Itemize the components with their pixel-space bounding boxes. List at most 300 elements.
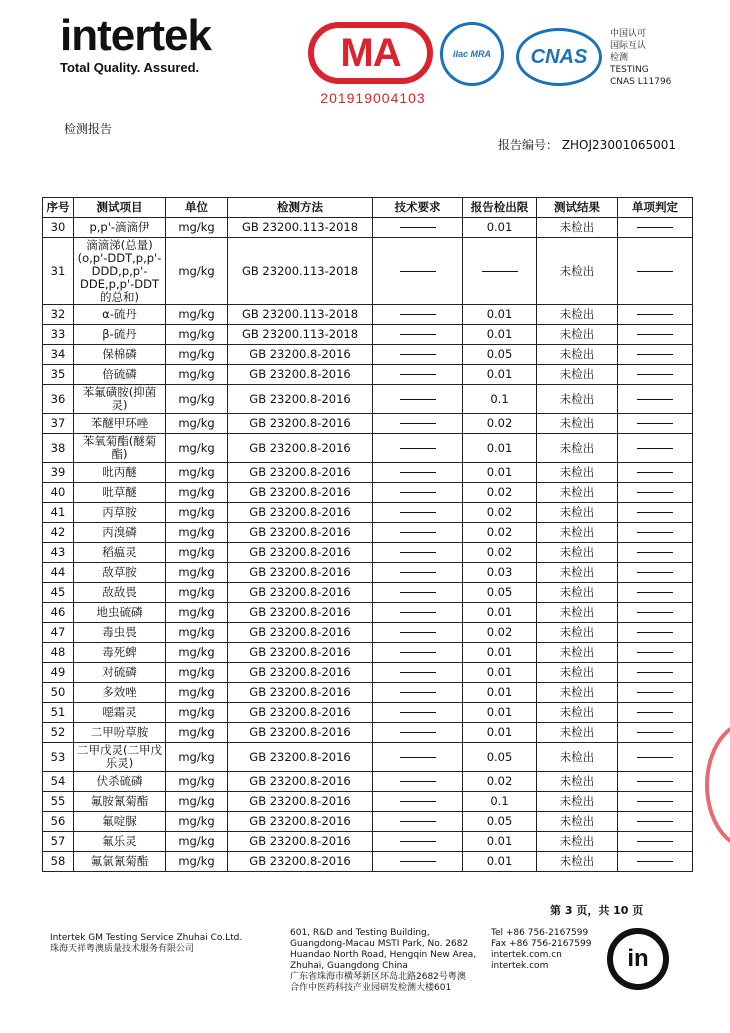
cell-limit: 0.02 (463, 772, 537, 792)
cell-item: 丙溴磷 (74, 523, 166, 543)
cnas-text: CNAS (530, 45, 588, 68)
brand-tagline: Total Quality. Assured. (60, 60, 200, 75)
cell-item: 对硫磷 (74, 663, 166, 683)
cell-method: GB 23200.113-2018 (228, 325, 373, 345)
cell-requirement (373, 643, 463, 663)
dash-mark (637, 861, 673, 862)
cell-item: 敌敌畏 (74, 583, 166, 603)
cell-method: GB 23200.8-2016 (228, 523, 373, 543)
cell-item: 氟啶脲 (74, 812, 166, 832)
cell-item: p,p'-滴滴伊 (74, 218, 166, 238)
cell-requirement (373, 723, 463, 743)
dash-mark (400, 801, 436, 802)
page-indicator: 第 3 页，共 10 页 (550, 904, 644, 917)
cell-no: 42 (43, 523, 74, 543)
cell-judgement (618, 218, 693, 238)
document-title: 检测报告 (64, 122, 113, 136)
table-body (43, 218, 693, 872)
cell-requirement (373, 325, 463, 345)
cell-requirement (373, 603, 463, 623)
cell-unit: mg/kg (166, 238, 228, 305)
cma-mark (308, 22, 438, 106)
cell-requirement (373, 812, 463, 832)
cnas-info-line: CNAS L11796 (610, 77, 672, 87)
cell-no: 48 (43, 643, 74, 663)
cell-item: 敌草胺 (74, 563, 166, 583)
cell-judgement (618, 463, 693, 483)
cell-judgement (618, 643, 693, 663)
table-row (43, 743, 693, 772)
dash-mark (637, 712, 673, 713)
cell-method: GB 23200.8-2016 (228, 583, 373, 603)
cell-requirement (373, 663, 463, 683)
table-row (43, 325, 693, 345)
cell-unit: mg/kg (166, 832, 228, 852)
table-row (43, 643, 693, 663)
cell-requirement (373, 463, 463, 483)
cell-unit: mg/kg (166, 703, 228, 723)
contact-fax: Fax +86 756-2167599 (491, 939, 592, 949)
dash-mark (400, 492, 436, 493)
cell-item: α-硫丹 (74, 305, 166, 325)
cell-limit: 0.01 (463, 832, 537, 852)
cell-requirement (373, 703, 463, 723)
address-line: Huandao North Road, Hengqin New Area, (290, 950, 477, 960)
cell-item: 二甲吩草胺 (74, 723, 166, 743)
cell-no: 53 (43, 743, 74, 772)
dash-mark (637, 423, 673, 424)
cell-judgement (618, 503, 693, 523)
cell-item: 二甲戊灵(二甲戊乐灵) (74, 743, 166, 772)
dash-mark (637, 672, 673, 673)
table-row (43, 563, 693, 583)
dash-mark (637, 757, 673, 758)
cnas-info-line: 中国认可 (610, 29, 647, 39)
cell-judgement (618, 563, 693, 583)
cell-requirement (373, 414, 463, 434)
table-row (43, 345, 693, 365)
cell-method: GB 23200.8-2016 (228, 414, 373, 434)
dash-mark (400, 271, 436, 272)
cell-requirement (373, 772, 463, 792)
cell-unit: mg/kg (166, 583, 228, 603)
cell-requirement (373, 523, 463, 543)
cell-judgement (618, 663, 693, 683)
table-row (43, 414, 693, 434)
cell-result: 未检出 (537, 792, 618, 812)
cell-result: 未检出 (537, 305, 618, 325)
cell-method: GB 23200.8-2016 (228, 434, 373, 463)
cell-unit: mg/kg (166, 218, 228, 238)
dash-mark (400, 612, 436, 613)
cell-judgement (618, 325, 693, 345)
cell-limit: 0.01 (463, 643, 537, 663)
cell-method: GB 23200.8-2016 (228, 385, 373, 414)
cell-no: 46 (43, 603, 74, 623)
cell-unit: mg/kg (166, 563, 228, 583)
brand-name: intertek (60, 11, 211, 60)
cell-requirement (373, 503, 463, 523)
company-name-cn: 珠海天祥粤澳质量技术服务有限公司 (50, 944, 195, 954)
cell-no: 40 (43, 483, 74, 503)
cell-result: 未检出 (537, 463, 618, 483)
cell-item: 苯氟磺胺(抑菌灵) (74, 385, 166, 414)
cell-requirement (373, 563, 463, 583)
cell-result: 未检出 (537, 772, 618, 792)
cell-method: GB 23200.8-2016 (228, 463, 373, 483)
col-header-method: 检测方法 (228, 198, 373, 218)
cell-limit: 0.01 (463, 325, 537, 345)
cell-result: 未检出 (537, 743, 618, 772)
cell-no: 54 (43, 772, 74, 792)
cell-unit: mg/kg (166, 772, 228, 792)
cell-judgement (618, 345, 693, 365)
dash-mark (637, 354, 673, 355)
cell-requirement (373, 385, 463, 414)
col-header-judgement: 单项判定 (618, 198, 693, 218)
cell-requirement (373, 792, 463, 812)
cell-result: 未检出 (537, 663, 618, 683)
cell-no: 36 (43, 385, 74, 414)
cell-judgement (618, 414, 693, 434)
table-row (43, 663, 693, 683)
cell-judgement (618, 603, 693, 623)
dash-mark (400, 781, 436, 782)
cell-unit: mg/kg (166, 305, 228, 325)
red-seal-stamp-icon (705, 720, 730, 850)
cell-item: 氟氯氰菊酯 (74, 852, 166, 872)
cma-letters: MA (340, 30, 401, 75)
cell-no: 30 (43, 218, 74, 238)
dash-mark (637, 552, 673, 553)
col-header-unit: 单位 (166, 198, 228, 218)
cell-judgement (618, 703, 693, 723)
dash-mark (400, 512, 436, 513)
cell-result: 未检出 (537, 832, 618, 852)
dash-mark (400, 448, 436, 449)
cell-result: 未检出 (537, 325, 618, 345)
cell-no: 45 (43, 583, 74, 603)
footer-address (290, 928, 505, 994)
col-header-item: 测试项目 (74, 198, 166, 218)
cell-limit: 0.01 (463, 218, 537, 238)
address-line: 601, R&D and Testing Building, (290, 928, 430, 938)
cell-result: 未检出 (537, 218, 618, 238)
cell-unit: mg/kg (166, 643, 228, 663)
dash-mark (637, 732, 673, 733)
cell-method: GB 23200.8-2016 (228, 365, 373, 385)
cell-limit: 0.01 (463, 703, 537, 723)
cell-judgement (618, 583, 693, 603)
cell-unit: mg/kg (166, 503, 228, 523)
cell-limit: 0.01 (463, 683, 537, 703)
cell-method: GB 23200.8-2016 (228, 543, 373, 563)
dash-mark (637, 271, 673, 272)
ilac-text: ilac MRA (452, 49, 491, 59)
cell-limit: 0.02 (463, 483, 537, 503)
cell-no: 56 (43, 812, 74, 832)
contact-tel: Tel +86 756-2167599 (491, 928, 589, 938)
dash-mark (637, 592, 673, 593)
cell-unit: mg/kg (166, 663, 228, 683)
cell-result: 未检出 (537, 434, 618, 463)
dash-mark (400, 841, 436, 842)
cell-item: 氟胺氰菊酯 (74, 792, 166, 812)
footer-logo-text: in (627, 945, 649, 972)
col-header-no: 序号 (43, 198, 74, 218)
cell-judgement (618, 305, 693, 325)
dash-mark (637, 399, 673, 400)
cell-no: 47 (43, 623, 74, 643)
cell-requirement (373, 483, 463, 503)
dash-mark (400, 399, 436, 400)
cell-item: 氟乐灵 (74, 832, 166, 852)
dash-mark (400, 354, 436, 355)
cell-method: GB 23200.8-2016 (228, 772, 373, 792)
cell-limit: 0.01 (463, 434, 537, 463)
dash-mark (400, 472, 436, 473)
table-row (43, 812, 693, 832)
cell-judgement (618, 434, 693, 463)
cell-limit: 0.02 (463, 623, 537, 643)
cnas-info-line: 检测 (610, 53, 629, 63)
table-row (43, 772, 693, 792)
cell-judgement (618, 385, 693, 414)
dash-mark (400, 423, 436, 424)
cell-requirement (373, 434, 463, 463)
contact-web: intertek.com (491, 961, 549, 971)
dash-mark (637, 632, 673, 633)
dash-mark (400, 821, 436, 822)
footer-contact (491, 928, 591, 972)
cell-requirement (373, 852, 463, 872)
cell-method: GB 23200.8-2016 (228, 623, 373, 643)
dash-mark (400, 712, 436, 713)
cell-item: 保棉磷 (74, 345, 166, 365)
cell-requirement (373, 238, 463, 305)
cell-no: 41 (43, 503, 74, 523)
cell-limit: 0.02 (463, 543, 537, 563)
cell-no: 38 (43, 434, 74, 463)
cell-limit: 0.01 (463, 305, 537, 325)
dash-mark (400, 552, 436, 553)
dash-mark (400, 672, 436, 673)
cell-judgement (618, 365, 693, 385)
cell-result: 未检出 (537, 643, 618, 663)
cell-no: 43 (43, 543, 74, 563)
dash-mark (400, 334, 436, 335)
cell-unit: mg/kg (166, 792, 228, 812)
cell-method: GB 23200.8-2016 (228, 563, 373, 583)
table-row (43, 365, 693, 385)
cell-no: 44 (43, 563, 74, 583)
dash-mark (637, 801, 673, 802)
cell-method: GB 23200.8-2016 (228, 345, 373, 365)
cell-no: 52 (43, 723, 74, 743)
cell-unit: mg/kg (166, 723, 228, 743)
dash-mark (637, 314, 673, 315)
cell-limit: 0.05 (463, 583, 537, 603)
table-row (43, 238, 693, 305)
dash-mark (637, 572, 673, 573)
table-row (43, 218, 693, 238)
dash-mark (637, 841, 673, 842)
cell-result: 未检出 (537, 683, 618, 703)
cell-item: 伏杀硫磷 (74, 772, 166, 792)
cell-judgement (618, 812, 693, 832)
cell-judgement (618, 543, 693, 563)
cell-item: 苯醚甲环唑 (74, 414, 166, 434)
dash-mark (400, 692, 436, 693)
cell-item: 倍硫磷 (74, 365, 166, 385)
col-header-limit: 报告检出限 (463, 198, 537, 218)
footer-company (50, 933, 242, 955)
cell-no: 37 (43, 414, 74, 434)
cell-no: 50 (43, 683, 74, 703)
dash-mark (400, 374, 436, 375)
intertek-in-logo-icon (607, 928, 669, 990)
dash-mark (637, 781, 673, 782)
cell-limit: 0.01 (463, 365, 537, 385)
cell-requirement (373, 218, 463, 238)
cell-method: GB 23200.113-2018 (228, 305, 373, 325)
cell-method: GB 23200.8-2016 (228, 663, 373, 683)
table-row (43, 623, 693, 643)
dash-mark (482, 271, 518, 272)
cell-limit: 0.01 (463, 852, 537, 872)
cell-judgement (618, 683, 693, 703)
cell-requirement (373, 305, 463, 325)
cell-result: 未检出 (537, 563, 618, 583)
dash-mark (637, 492, 673, 493)
table-row (43, 523, 693, 543)
table-header-row (43, 198, 693, 218)
dash-mark (637, 334, 673, 335)
cell-judgement (618, 238, 693, 305)
cell-unit: mg/kg (166, 683, 228, 703)
cnas-icon (516, 28, 602, 86)
cell-method: GB 23200.8-2016 (228, 723, 373, 743)
cell-requirement (373, 583, 463, 603)
table-row (43, 434, 693, 463)
cell-result: 未检出 (537, 623, 618, 643)
cell-method: GB 23200.8-2016 (228, 483, 373, 503)
col-header-requirement: 技术要求 (373, 198, 463, 218)
cell-unit: mg/kg (166, 483, 228, 503)
address-line: 合作中医药科技产业园研发检测大楼601 (290, 983, 452, 993)
cell-item: 丙草胺 (74, 503, 166, 523)
dash-mark (400, 572, 436, 573)
company-name-en: Intertek GM Testing Service Zhuhai Co.Ltd. (50, 933, 243, 943)
dash-mark (400, 227, 436, 228)
cell-judgement (618, 792, 693, 812)
cell-unit: mg/kg (166, 812, 228, 832)
dash-mark (637, 227, 673, 228)
cell-method: GB 23200.8-2016 (228, 743, 373, 772)
cell-judgement (618, 743, 693, 772)
cell-limit: 0.05 (463, 743, 537, 772)
dash-mark (400, 757, 436, 758)
cell-no: 31 (43, 238, 74, 305)
table-row (43, 385, 693, 414)
cell-item: 吡丙醚 (74, 463, 166, 483)
dash-mark (637, 448, 673, 449)
cell-unit: mg/kg (166, 385, 228, 414)
table-row (43, 683, 693, 703)
cell-requirement (373, 683, 463, 703)
cell-limit: 0.1 (463, 792, 537, 812)
col-header-result: 测试结果 (537, 198, 618, 218)
table-row (43, 503, 693, 523)
cell-unit: mg/kg (166, 603, 228, 623)
cell-no: 51 (43, 703, 74, 723)
cell-limit: 0.02 (463, 523, 537, 543)
cell-result: 未检出 (537, 723, 618, 743)
dash-mark (400, 732, 436, 733)
dash-mark (400, 314, 436, 315)
cell-no: 58 (43, 852, 74, 872)
table-row (43, 792, 693, 812)
report-number: 报告编号： ZHOJ23001065001 (498, 138, 677, 152)
cell-requirement (373, 623, 463, 643)
cell-item: 噁霜灵 (74, 703, 166, 723)
cell-limit: 0.01 (463, 663, 537, 683)
cell-unit: mg/kg (166, 325, 228, 345)
dash-mark (400, 532, 436, 533)
cell-no: 32 (43, 305, 74, 325)
cell-item: 苯氧菊酯(醚菊酯) (74, 434, 166, 463)
cell-limit (463, 238, 537, 305)
cell-method: GB 23200.8-2016 (228, 503, 373, 523)
cell-unit: mg/kg (166, 463, 228, 483)
cell-method: GB 23200.8-2016 (228, 643, 373, 663)
dash-mark (637, 692, 673, 693)
dash-mark (637, 652, 673, 653)
dash-mark (637, 472, 673, 473)
cell-method: GB 23200.8-2016 (228, 792, 373, 812)
cnas-info (610, 28, 671, 88)
cell-limit: 0.05 (463, 345, 537, 365)
cell-limit: 0.01 (463, 463, 537, 483)
cell-limit: 0.02 (463, 414, 537, 434)
table-row (43, 703, 693, 723)
cell-result: 未检出 (537, 414, 618, 434)
cell-result: 未检出 (537, 523, 618, 543)
cell-item: 滴滴涕(总量)(o,p'-DDT,p,p'-DDD,p,p'-DDE,p,p'-DDT的总和) (74, 238, 166, 305)
cell-judgement (618, 723, 693, 743)
cell-result: 未检出 (537, 365, 618, 385)
table-row (43, 832, 693, 852)
table-row (43, 603, 693, 623)
cell-judgement (618, 832, 693, 852)
cell-item: 稻瘟灵 (74, 543, 166, 563)
table-row (43, 305, 693, 325)
cell-item: 多效唑 (74, 683, 166, 703)
address-line: Zhuhai, Guangdong China (290, 961, 408, 971)
cell-unit: mg/kg (166, 414, 228, 434)
cell-unit: mg/kg (166, 543, 228, 563)
cell-requirement (373, 365, 463, 385)
cell-limit: 0.02 (463, 503, 537, 523)
table-row (43, 583, 693, 603)
cell-method: GB 23200.8-2016 (228, 812, 373, 832)
cell-method: GB 23200.8-2016 (228, 703, 373, 723)
cell-limit: 0.1 (463, 385, 537, 414)
cell-unit: mg/kg (166, 345, 228, 365)
cell-no: 57 (43, 832, 74, 852)
cell-result: 未检出 (537, 238, 618, 305)
cell-method: GB 23200.8-2016 (228, 603, 373, 623)
